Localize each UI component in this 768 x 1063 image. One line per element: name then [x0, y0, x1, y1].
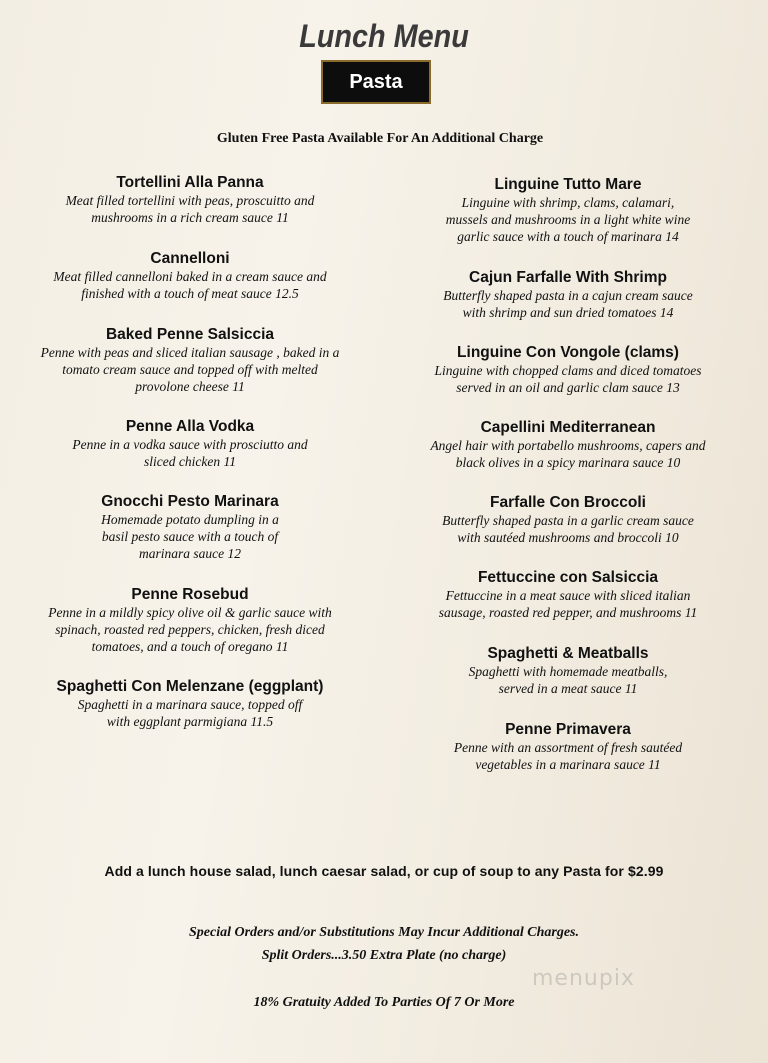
menu-item-description: Butterfly shaped pasta in a garlic cream sauce with sautéed mushrooms and broccoli 10	[442, 513, 694, 545]
menu-item-description: Penne with peas and sliced italian sausage , baked in a tomato cream sauce and topped off with melted provolone cheese 11	[40, 345, 340, 394]
menu-item-name: Fettuccine con Salsiccia	[477, 569, 659, 586]
menu-item-description: Fettuccine in a meat sauce with sliced italian sausage, roasted red pepper, and mushrooms 11	[438, 588, 698, 620]
menu-item-name: Linguine Con Vongole (clams)	[457, 344, 679, 361]
gratuity-note: 18% Gratuity Added To Parties Of 7 Or More	[253, 995, 515, 1010]
menu-item-name: Tortellini Alla Panna	[116, 174, 264, 191]
menu-item	[408, 175, 728, 245]
menu-item-name: Penne Alla Vodka	[125, 418, 255, 435]
menu-item	[408, 268, 728, 321]
section-label: Pasta	[321, 60, 431, 104]
menu-item-description: Penne in a vodka sauce with prosciutto and sliced chicken 11	[72, 437, 308, 469]
menu-item-description: Butterfly shaped pasta in a cajun cream sauce with shrimp and sun dried tomatoes 14	[443, 288, 693, 320]
menu-item-name: Penne Rosebud	[131, 586, 249, 603]
menu-item	[20, 417, 360, 470]
menu-item-name: Linguine Tutto Mare	[494, 176, 642, 193]
watermark: menupix	[532, 966, 635, 991]
menu-item-description: Homemade potato dumpling in a basil pesto sauce with a touch of marinara sauce 12	[101, 512, 279, 561]
menu-item-description: Linguine with chopped clams and diced tomatoes served in an oil and garlic clam sauce 13	[434, 363, 702, 395]
menu-item-name: Gnocchi Pesto Marinara	[101, 493, 279, 510]
menu-item-description: Spaghetti in a marinara sauce, topped off with eggplant parmigiana 11.5	[77, 697, 303, 729]
menu-item-description: Spaghetti with homemade meatballs, served in a meat sauce 11	[468, 664, 668, 696]
menu-item-description: Angel hair with portabello mushrooms, capers and black olives in a spicy marinara sauce 10	[430, 438, 706, 470]
menu-item-name: Capellini Mediterranean	[480, 419, 656, 436]
menu-item-name: Farfalle Con Broccoli	[490, 494, 646, 511]
menu-item-name: Penne Primavera	[505, 721, 631, 738]
menu-item	[20, 492, 360, 562]
menu-item	[408, 568, 728, 621]
side-addon-note: Add a lunch house salad, lunch caesar salad, or cup of soup to any Pasta for $2.99	[104, 863, 664, 879]
menu-item	[408, 343, 728, 396]
menu-item	[20, 173, 360, 226]
menu-item-name: Spaghetti Con Melenzane (eggplant)	[56, 678, 324, 695]
menu-item-name: Spaghetti & Meatballs	[487, 645, 649, 662]
menu-item-description: Meat filled tortellini with peas, proscuitto and mushrooms in a rich cream sauce 11	[65, 193, 315, 225]
menu-item	[20, 249, 360, 302]
gluten-free-note: Gluten Free Pasta Available For An Additional Charge	[216, 131, 544, 146]
menu-item-description: Linguine with shrimp, clams, calamari, mussels and mushrooms in a light white wine garlic sauce with a touch of marinara 14	[445, 195, 691, 244]
special-orders-note: Special Orders and/or Substitutions May Incur Additional Charges.	[188, 925, 580, 940]
menu-item-name: Cannelloni	[150, 250, 230, 267]
menu-item-description: Penne with an assortment of fresh sautéed vegetables in a marinara sauce 11	[453, 740, 683, 772]
menu-item-description: Penne in a mildly spicy olive oil & garlic sauce with spinach, roasted red peppers, chicken, fresh diced tomatoes, and a touch of oregano 11	[48, 605, 332, 654]
menu-item	[408, 720, 728, 773]
page-title: Lunch Menu	[299, 18, 469, 54]
menu-item	[20, 585, 360, 655]
menu-item-description: Meat filled cannelloni baked in a cream sauce and finished with a touch of meat sauce 12.5	[53, 269, 327, 301]
menu-item	[20, 677, 360, 730]
split-orders-note: Split Orders...3.50 Extra Plate (no charge)	[261, 948, 507, 963]
menu-item	[408, 418, 728, 471]
menu-item	[408, 493, 728, 546]
menu-item	[408, 644, 728, 697]
menu-item	[20, 325, 360, 395]
menu-item-name: Cajun Farfalle With Shrimp	[469, 269, 667, 286]
menu-item-name: Baked Penne Salsiccia	[105, 326, 274, 343]
